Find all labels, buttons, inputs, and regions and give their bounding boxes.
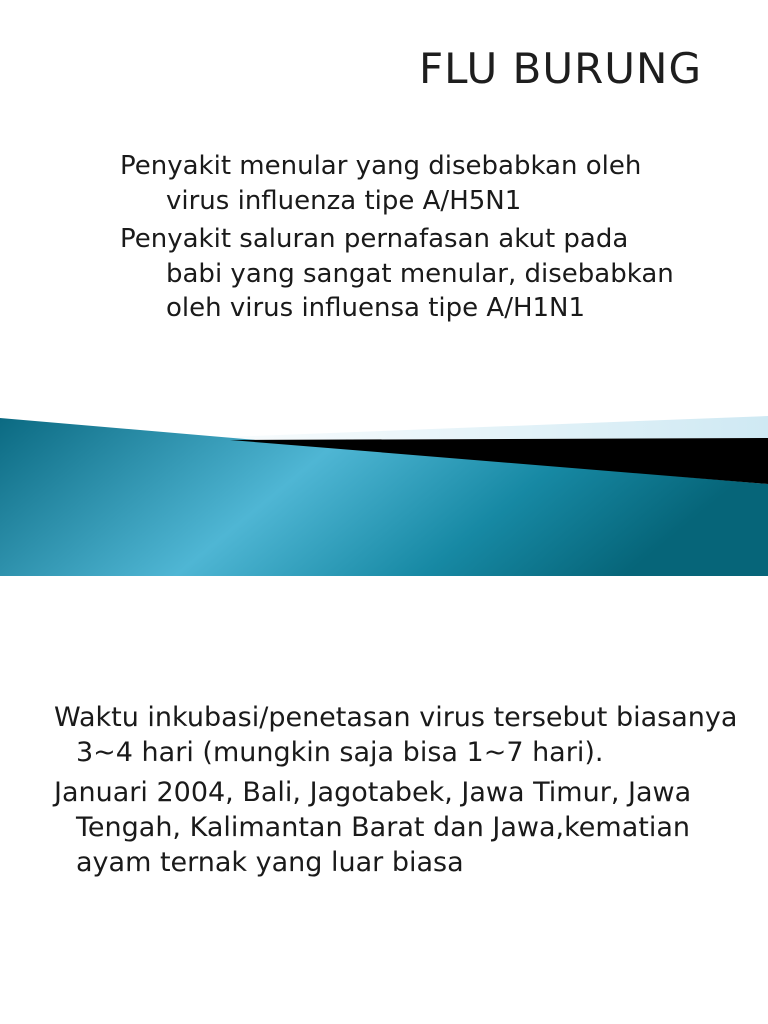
decorative-band: [0, 410, 768, 580]
slide-title: FLU BURUNG: [419, 44, 702, 93]
bullet-item: Waktu inkubasi/penetasan virus tersebut biasanya 3~4 hari (mungkin saja bisa 1~7 hari).: [54, 702, 738, 768]
bottom-bullet-list: [54, 700, 744, 880]
bullet-item: Penyakit saluran pernafasan akut pada babi yang sangat menular, disebabkan oleh virus influensa tipe A/H1N1: [120, 224, 674, 323]
bullet-item: Januari 2004, Bali, Jagotabek, Jawa Timur, Jawa Tengah, Kalimantan Barat dan Jawa,kematian ayam ternak yang luar biasa: [54, 777, 692, 878]
band-pale-strip: [150, 416, 768, 440]
top-bullet-list: [120, 149, 680, 326]
bullet-item: Penyakit menular yang disebabkan oleh virus influenza tipe A/H5N1: [120, 151, 642, 216]
